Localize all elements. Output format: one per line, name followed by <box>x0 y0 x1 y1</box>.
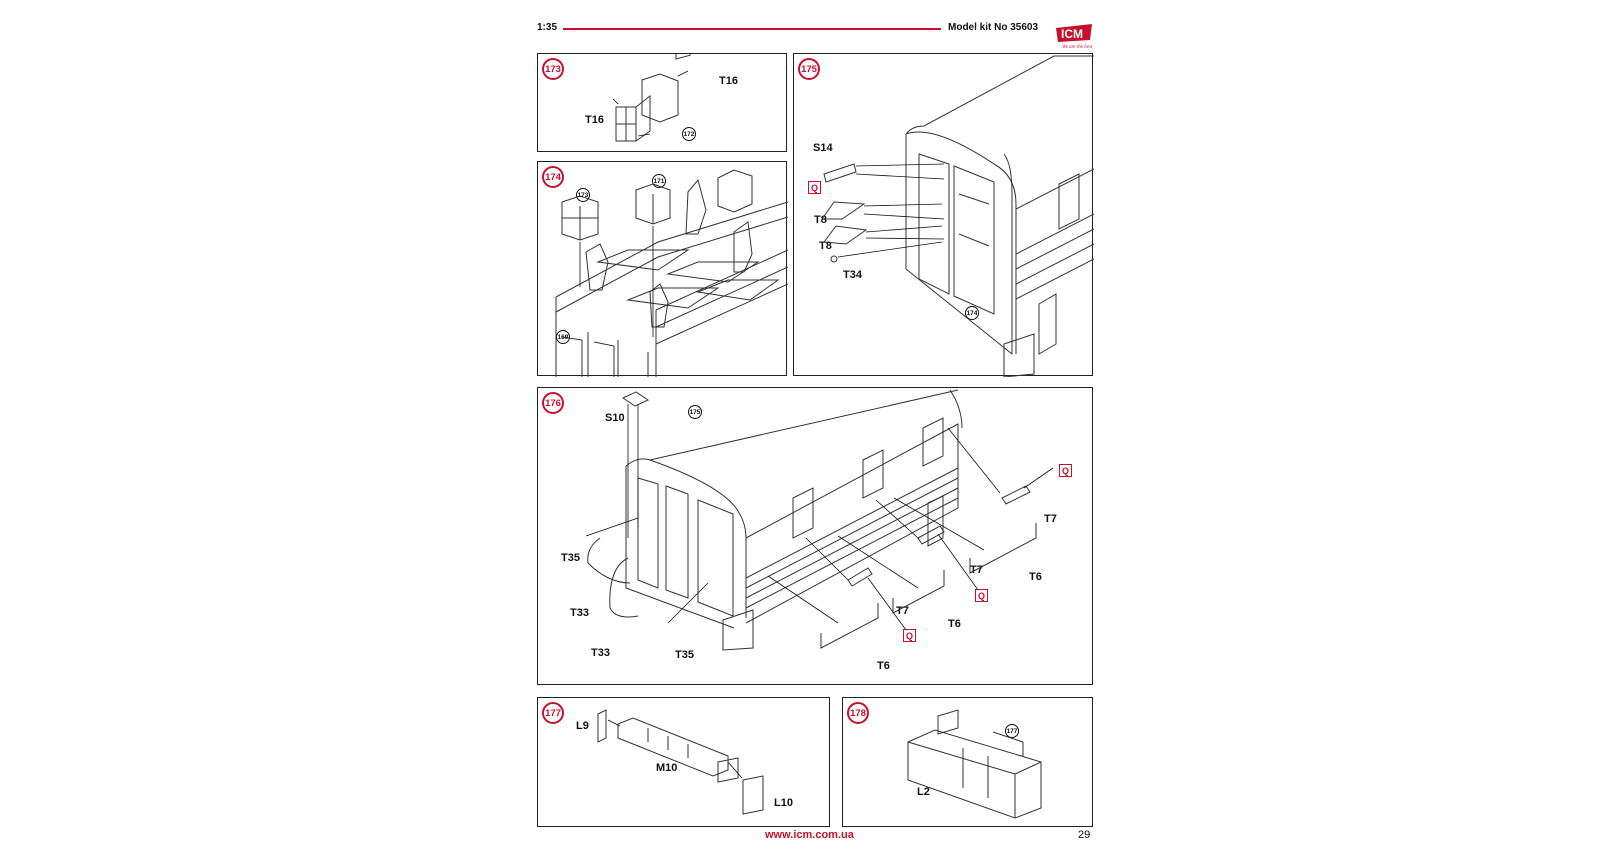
ref-step-badge: 171 <box>652 174 666 188</box>
step-174-panel <box>537 161 787 376</box>
q-paint-marker: Q <box>975 589 988 602</box>
part-label: T7 <box>896 605 909 617</box>
header-rule <box>563 28 941 30</box>
step-178-panel <box>842 697 1093 827</box>
logo-text: ICM <box>1061 27 1083 41</box>
part-label: M10 <box>656 762 678 774</box>
part-label: T7 <box>1044 513 1057 525</box>
step-number-badge: 177 <box>542 702 564 724</box>
ref-step-badge: 174 <box>965 306 979 320</box>
part-label: L10 <box>774 797 793 809</box>
part-label: T6 <box>1029 571 1042 583</box>
step-number-badge: 173 <box>542 58 564 80</box>
model-kit-label: Model kit No 35603 <box>948 22 1039 33</box>
step-175-drawing <box>794 54 1094 377</box>
scale-label: 1:35 <box>537 22 558 33</box>
part-label: T8 <box>819 240 832 252</box>
part-label: T35 <box>675 649 694 661</box>
part-label: S10 <box>605 412 625 424</box>
q-paint-marker: Q <box>903 629 916 642</box>
step-174-drawing <box>538 162 788 377</box>
part-label: T7 <box>970 564 983 576</box>
q-paint-marker: Q <box>808 181 821 194</box>
part-label: T16 <box>585 114 604 126</box>
step-173-panel <box>537 53 787 152</box>
ref-step-badge: 172 <box>682 127 696 141</box>
part-label: T33 <box>570 607 589 619</box>
step-176-panel <box>537 387 1093 685</box>
ref-step-badge: 177 <box>1005 724 1019 738</box>
step-number-badge: 174 <box>542 166 564 188</box>
step-178-drawing <box>843 698 1094 828</box>
part-label: S14 <box>813 142 833 154</box>
step-177-panel <box>537 697 830 827</box>
step-number-badge: 176 <box>542 392 564 414</box>
ref-step-badge: 169 <box>556 330 570 344</box>
part-label: T6 <box>877 660 890 672</box>
part-label: L9 <box>576 720 589 732</box>
q-paint-marker: Q <box>1059 464 1072 477</box>
ref-step-badge: 173 <box>576 188 590 202</box>
footer-url-link[interactable]: www.icm.com.ua <box>765 829 854 841</box>
part-label: T33 <box>591 647 610 659</box>
step-number-badge: 178 <box>847 702 869 724</box>
step-177-drawing <box>538 698 831 828</box>
part-label: T34 <box>843 269 862 281</box>
logo-tagline: We are the best <box>1062 45 1093 50</box>
step-173-drawing <box>538 54 788 153</box>
part-label: T16 <box>719 75 738 87</box>
part-label: T35 <box>561 552 580 564</box>
part-label: L2 <box>917 786 930 798</box>
ref-step-badge: 175 <box>688 405 702 419</box>
step-number-badge: 175 <box>798 58 820 80</box>
icm-logo <box>1052 20 1096 50</box>
step-175-panel <box>793 53 1093 376</box>
page-number: 29 <box>1078 829 1091 841</box>
part-label: T8 <box>814 214 827 226</box>
part-label: T6 <box>948 618 961 630</box>
step-176-drawing <box>538 388 1094 686</box>
